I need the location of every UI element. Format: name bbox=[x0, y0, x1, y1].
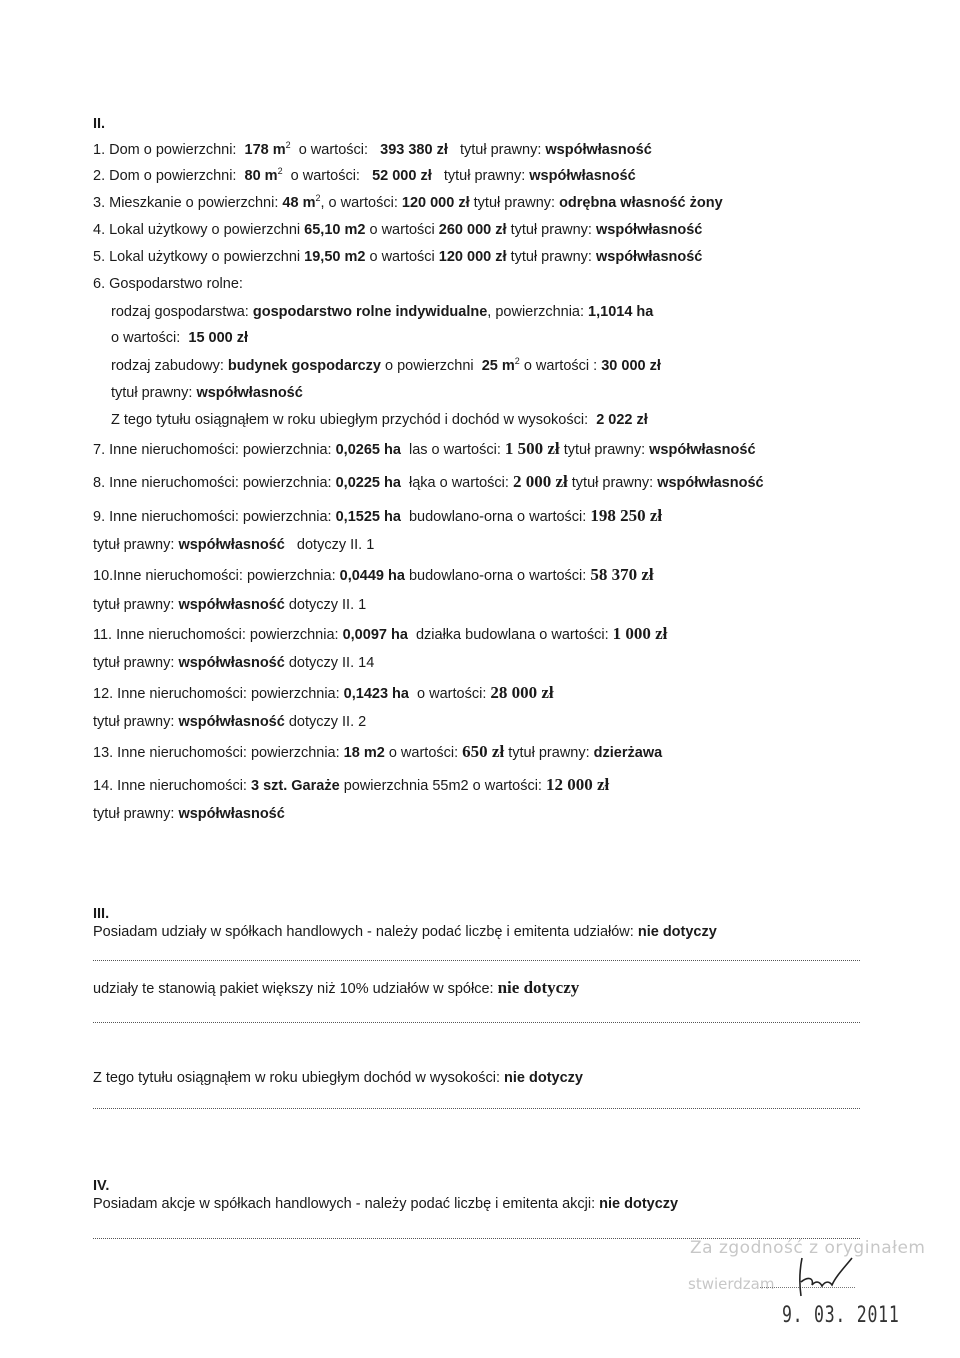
item-4: 4. Lokal użytkowy o powierzchni 65,10 m2 o wartości 260 000 zł tytuł prawny: współwłasność bbox=[93, 222, 703, 238]
section-2-heading: II. bbox=[93, 116, 106, 132]
certification-stamp: Za zgodność z oryginałem bbox=[690, 1238, 926, 1258]
dotted-line bbox=[93, 1022, 860, 1023]
item-7: 7. Inne nieruchomości: powierzchnia: 0,0265 ha las o wartości: 1 500 zł tytuł prawny: współwłasność bbox=[93, 439, 756, 458]
item-12-title: tytuł prawny: współwłasność dotyczy II. 2 bbox=[93, 714, 367, 730]
item-1: 1. Dom o powierzchni: 178 $m^2$ o wartości: 393 380 zł tytuł prawny: współwłasność bbox=[93, 140, 652, 158]
item-6-value: o wartości: 15 000 zł bbox=[111, 330, 249, 346]
item-11: 11. Inne nieruchomości: powierzchnia: 0,0097 ha działka budowlana o wartości: 1 000 zł bbox=[93, 624, 668, 643]
item-14: 14. Inne nieruchomości: 3 szt. Garaże powierzchnia 55m2 o wartości: 12 000 zł bbox=[93, 775, 610, 794]
item-6-type: rodzaj gospodarstwa: gospodarstwo rolne indywidualne, powierzchnia: 1,1014 ha bbox=[111, 304, 654, 320]
stamp-confirm-text: stwierdzam bbox=[688, 1275, 775, 1293]
signature bbox=[788, 1252, 858, 1302]
item-6-building: rodzaj zabudowy: budynek gospodarczy o powierzchni 25 $m^2$ o wartości : 30 000 zł bbox=[111, 356, 661, 374]
item-12: 12. Inne nieruchomości: powierzchnia: 0,1423 ha o wartości: 28 000 zł bbox=[93, 683, 554, 702]
section-3-shares: Posiadam udziały w spółkach handlowych - należy podać liczbę i emitenta udziałów: nie dotyczy bbox=[93, 924, 717, 940]
item-9-title: tytuł prawny: współwłasność dotyczy II. 1 bbox=[93, 537, 375, 553]
item-6-income: Z tego tytułu osiągnąłem w roku ubiegłym przychód i dochód w wysokości: 2 022 zł bbox=[111, 412, 648, 428]
item-11-title: tytuł prawny: współwłasność dotyczy II. 14 bbox=[93, 655, 375, 671]
date-stamp: 9. 03. 2011 bbox=[782, 1303, 900, 1328]
item-10-title: tytuł prawny: współwłasność dotyczy II. 1 bbox=[93, 597, 367, 613]
item-14-title: tytuł prawny: współwłasność bbox=[93, 806, 285, 822]
item-6-title: 6. Gospodarstwo rolne: bbox=[93, 276, 243, 292]
dotted-line bbox=[93, 1108, 860, 1109]
item-2: 2. Dom o powierzchni: 80 $m^2$ o wartości: 52 000 zł tytuł prawny: współwłasność bbox=[93, 166, 636, 184]
item-5: 5. Lokal użytkowy o powierzchni 19,50 m2 o wartości 120 000 zł tytuł prawny: współwłasność bbox=[93, 249, 703, 265]
item-10: 10.Inne nieruchomości: powierzchnia: 0,0449 ha budowlano-orna o wartości: 58 370 zł bbox=[93, 565, 654, 584]
section-3-income: Z tego tytułu osiągnąłem w roku ubiegłym dochód w wysokości: nie dotyczy bbox=[93, 1070, 583, 1086]
item-3: 3. Mieszkanie o powierzchni: 48 $m^2$, o wartości: 120 000 zł tytuł prawny: odrębna własność żony bbox=[93, 193, 723, 211]
item-9: 9. Inne nieruchomości: powierzchnia: 0,1525 ha budowlano-orna o wartości: 198 250 zł bbox=[93, 506, 663, 525]
section-3-heading: III. bbox=[93, 906, 110, 922]
section-3-package: udziały te stanowią pakiet większy niż 10% udziałów w spółce: nie dotyczy bbox=[93, 978, 580, 997]
item-13: 13. Inne nieruchomości: powierzchnia: 18 m2 o wartości: 650 zł tytuł prawny: dzierżawa bbox=[93, 742, 663, 761]
item-6-title-right: tytuł prawny: współwłasność bbox=[111, 385, 303, 401]
dotted-line bbox=[93, 960, 860, 961]
item-8: 8. Inne nieruchomości: powierzchnia: 0,0225 ha łąka o wartości: 2 000 zł tytuł prawny: współwłasność bbox=[93, 472, 764, 491]
section-4-heading: IV. bbox=[93, 1178, 110, 1194]
section-4-stocks: Posiadam akcje w spółkach handlowych - należy podać liczbę i emitenta akcji: nie dotyczy bbox=[93, 1196, 679, 1212]
